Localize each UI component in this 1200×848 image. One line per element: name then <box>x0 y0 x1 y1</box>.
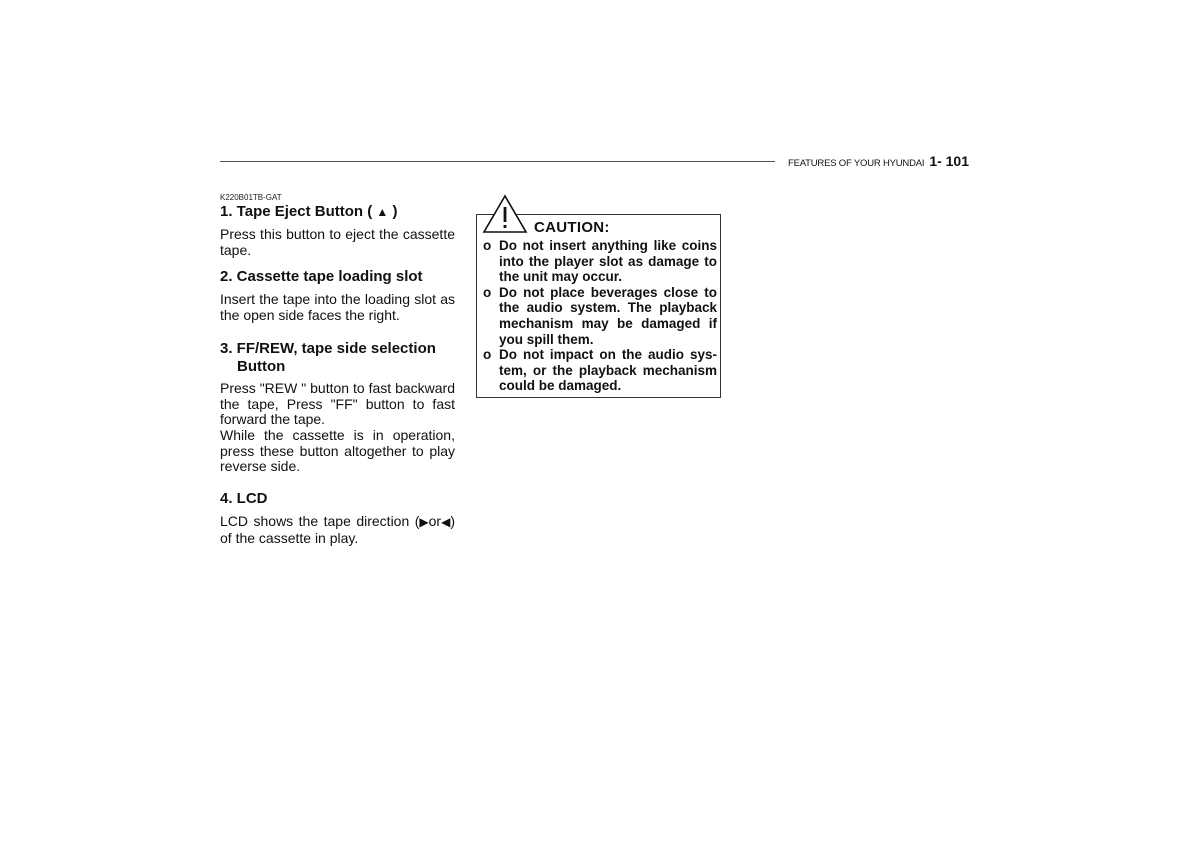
page-header <box>788 153 969 171</box>
section-title: FEATURES OF YOUR HYUNDAI <box>788 158 925 169</box>
play-left-icon: ◀ <box>441 515 451 530</box>
play-right-icon: ▶ <box>419 515 429 530</box>
body-ff-rew-reverse: While the cassette is in operation, press these button altogether to play reverse side. <box>220 426 455 475</box>
body-ff-rew: Press "REW " button to fast backward the tape, Press "FF" button to fast forward the tape. <box>220 379 455 428</box>
caution-item <box>483 238 717 285</box>
heading-tape-eject-close: ) <box>388 203 398 220</box>
body-lcd-or: or <box>428 513 442 530</box>
caution-text: Do not impact on the audio sys- tem, or the playback mechanism could be damaged. <box>499 347 717 394</box>
body-lcd-pre: LCD shows the tape direction ( <box>220 513 420 530</box>
body-lcd-post: ) of the cassette in play. <box>220 513 455 546</box>
caution-bullet: o <box>483 284 492 300</box>
caution-bullet: o <box>483 238 492 253</box>
caution-list <box>483 238 717 394</box>
left-column <box>220 193 455 546</box>
caution-bullet: o <box>483 347 492 363</box>
caution-text: Do not insert anything like coins into the player slot as damage to the unit may occur. <box>499 238 717 285</box>
body-lcd <box>220 514 455 546</box>
caution-item <box>483 285 717 347</box>
heading-tape-eject-text: 1. Tape Eject Button ( <box>220 203 377 220</box>
document-code: K220B01TB-GAT <box>220 193 282 202</box>
heading-loading-slot: 2. Cassette tape loading slot <box>220 268 423 286</box>
page-number: 1- 101 <box>929 153 970 169</box>
header-rule <box>220 161 775 162</box>
heading-ff-rew: 3. FF/REW, tape side selection Button <box>220 339 436 375</box>
heading-tape-eject <box>220 203 455 221</box>
caution-item <box>483 347 717 394</box>
body-loading-slot: Insert the tape into the loading slot as the open side faces the right. <box>220 291 455 324</box>
heading-lcd: 4. LCD <box>220 490 268 508</box>
caution-text: Do not place beverages close to the audio system. The playback mechanism may be damaged if you spill them. <box>499 284 717 347</box>
caution-title: CAUTION: <box>534 219 610 236</box>
body-tape-eject: Press this button to eject the cassette tape. <box>220 226 455 258</box>
eject-icon: ▲ <box>376 205 389 219</box>
warning-triangle-icon <box>482 194 528 234</box>
